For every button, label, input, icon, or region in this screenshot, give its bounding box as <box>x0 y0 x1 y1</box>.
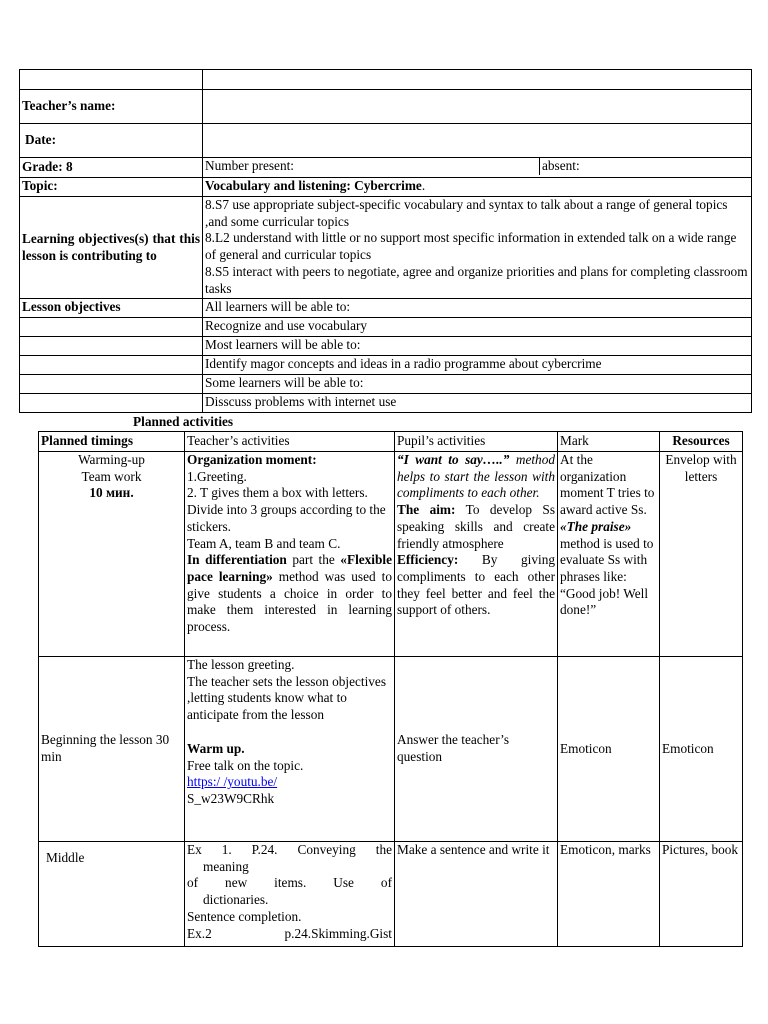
exercise-line: Sentence completion. <box>187 908 302 924</box>
pupil-efficiency <box>397 552 555 619</box>
grade-row <box>20 158 752 178</box>
lesson-objective-item: All learners will be able to: <box>203 299 752 318</box>
lesson-objectives-label: Lesson objectives <box>20 299 203 318</box>
objective-item: 8.S7 use appropriate subject-specific vocabulary and syntax to talk about a range of general topics ,and some curricular topics <box>205 197 728 229</box>
absent-label: absent: <box>542 158 580 173</box>
lesson-objectives-row <box>20 394 752 413</box>
topic-label: Topic: <box>20 178 203 197</box>
learning-objectives-cell <box>203 197 752 299</box>
topic-cell <box>203 178 752 197</box>
timing-duration: 10 мин. <box>89 485 134 501</box>
teacher-activity-line: 1.Greeting. <box>187 468 247 484</box>
mark-text-part: method is used to evaluate Ss with phrases like: <box>560 535 654 584</box>
date-value[interactable] <box>203 124 752 158</box>
mark-text <box>560 452 657 586</box>
lesson-objectives-row <box>20 299 752 318</box>
lesson-header-table <box>19 69 752 413</box>
lesson-objectives-row <box>20 356 752 375</box>
teacher-activity-cell <box>185 452 395 657</box>
pupil-aim <box>397 502 555 552</box>
timing-cell <box>39 452 185 657</box>
differentiation-text: part the <box>286 552 335 568</box>
teacher-name-row <box>20 90 752 124</box>
blank-cell <box>20 70 203 90</box>
method-text: method was used to give students a choice in order to make them interested in learning process. <box>187 568 392 635</box>
teacher-activity-cell <box>185 842 395 947</box>
resources-cell: Pictures, book <box>660 842 743 947</box>
warm-up-label: Warm up. <box>187 740 245 756</box>
timing-label: Warming-up <box>78 452 145 467</box>
timing-cell: Beginning the lesson 30 min <box>39 657 185 842</box>
resources-cell: Envelop with letters <box>660 452 743 657</box>
spacer <box>187 724 392 741</box>
timing-label: Middle <box>46 850 85 865</box>
teacher-activity-differentiation <box>187 552 392 636</box>
teacher-activity-cell <box>185 657 395 842</box>
pupil-quote: “I want to say…..” <box>397 452 510 467</box>
timing-cell <box>39 842 185 947</box>
blank-cell <box>20 394 203 413</box>
teacher-activity-line: 2. T gives them a box with letters. Divide into 3 groups according to the stickers. <box>187 485 386 534</box>
planned-activities-caption: Planned activities <box>133 414 234 429</box>
mark-text-part: At the organization moment T tries to award active Ss. <box>560 452 655 518</box>
video-code: S_w23W9CRhk <box>187 790 275 806</box>
exercise-line: Ex 1. P.24. Conveying the <box>187 842 392 857</box>
mark-cell: Emoticon, marks <box>558 842 660 947</box>
teacher-activity-line: Team A, team B and team C. <box>187 535 341 551</box>
number-present-label: Number present: <box>203 158 540 175</box>
column-header: Teacher’s activities <box>185 432 395 452</box>
lesson-objectives-row <box>20 337 752 356</box>
pupil-method <box>397 452 555 502</box>
blank-cell <box>20 375 203 394</box>
objective-item: 8.L2 understand with little or no support most specific information in extended talk on a wide range of general and curricular topics <box>205 230 737 263</box>
teacher-activity-title: Organization moment: <box>187 452 317 467</box>
teacher-name-label: Teacher’s name: <box>20 90 203 124</box>
activity-row-warming-up <box>39 452 743 657</box>
lesson-objective-item: Some learners will be able to: <box>203 375 752 394</box>
exercise-line: of new items. Use of <box>187 875 392 891</box>
lesson-objectives-row <box>20 318 752 337</box>
blank-cell <box>20 318 203 337</box>
column-header: Resources <box>660 432 743 452</box>
lesson-objective-item: Disscuss problems with internet use <box>203 394 752 413</box>
mark-cell <box>558 452 660 657</box>
pupil-activity-cell <box>395 452 558 657</box>
lesson-objective-item: Most learners will be able to: <box>203 337 752 356</box>
topic-value: Vocabulary and listening: Cybercrime <box>205 178 422 193</box>
efficiency-text: By giving compliments to each other they feel better and feel the support of others. <box>397 552 555 618</box>
topic-row <box>20 178 752 197</box>
attendance-cell <box>203 158 752 178</box>
exercise-line: meaning <box>203 858 249 874</box>
learning-objectives-label: Learning objectives(s) that this lesson is contributing to <box>20 197 203 299</box>
column-header: Mark <box>558 432 660 452</box>
activity-row-middle <box>39 842 743 947</box>
exercise-line: dictionaries. <box>203 892 269 908</box>
lesson-objectives-row <box>20 375 752 394</box>
exercise-line: Ex.2 p.24.Skimming.Gist <box>187 925 392 941</box>
column-header: Pupil’s activities <box>395 432 558 452</box>
aim-text: To develop Ss speaking skills and create friendly atmosphere <box>397 502 555 551</box>
aim-label: The aim: <box>397 502 456 518</box>
topic-period: . <box>421 178 426 193</box>
column-header: Planned timings <box>39 432 185 452</box>
teacher-activity-line: The teacher sets the lesson objectives ,letting students know what to anticipate from the lesson <box>187 673 387 723</box>
learning-objectives-row <box>20 197 752 299</box>
blank-cell <box>20 337 203 356</box>
mark-cell: Emoticon <box>558 657 660 842</box>
resources-cell: Emoticon <box>660 657 743 842</box>
activities-header-row <box>39 432 743 452</box>
blank-cell <box>203 70 752 90</box>
teacher-activity-line: The lesson greeting. <box>187 657 295 672</box>
praise-method: «The praise» <box>560 518 632 534</box>
blank-cell <box>20 356 203 375</box>
teacher-name-value[interactable] <box>203 90 752 124</box>
date-label: Date: <box>20 124 203 158</box>
pupil-activity-cell: Answer the teacher’s question <box>395 657 558 842</box>
activity-row-beginning <box>39 657 743 842</box>
video-link[interactable]: https:/ /youtu.be/ <box>187 774 278 790</box>
grade-label: Grade: 8 <box>20 158 203 178</box>
pupil-activity-cell: Make a sentence and write it <box>395 842 558 947</box>
pupil-method-text: method helps to start the lesson with compliments to each other. <box>397 452 555 501</box>
timing-label: Team work <box>81 468 142 484</box>
objective-item: 8.S5 interact with peers to negotiate, agree and organize priorities and plans for completing classroom tasks <box>205 263 748 296</box>
free-talk-text: Free talk on the topic. <box>187 757 304 773</box>
lesson-objective-item: Identify magor concepts and ideas in a radio programme about cybercrime <box>203 356 752 375</box>
planned-activities-table <box>38 431 743 947</box>
header-blank-row <box>20 70 752 90</box>
mark-quote: “Good job! Well done!” <box>560 585 649 618</box>
method-name: «Flexible pace learning» <box>187 552 392 584</box>
date-row <box>20 124 752 158</box>
efficiency-label: Efficiency: <box>397 552 459 568</box>
lesson-objective-item: Recognize and use vocabulary <box>203 318 752 337</box>
differentiation-label: In differentiation <box>187 552 287 568</box>
